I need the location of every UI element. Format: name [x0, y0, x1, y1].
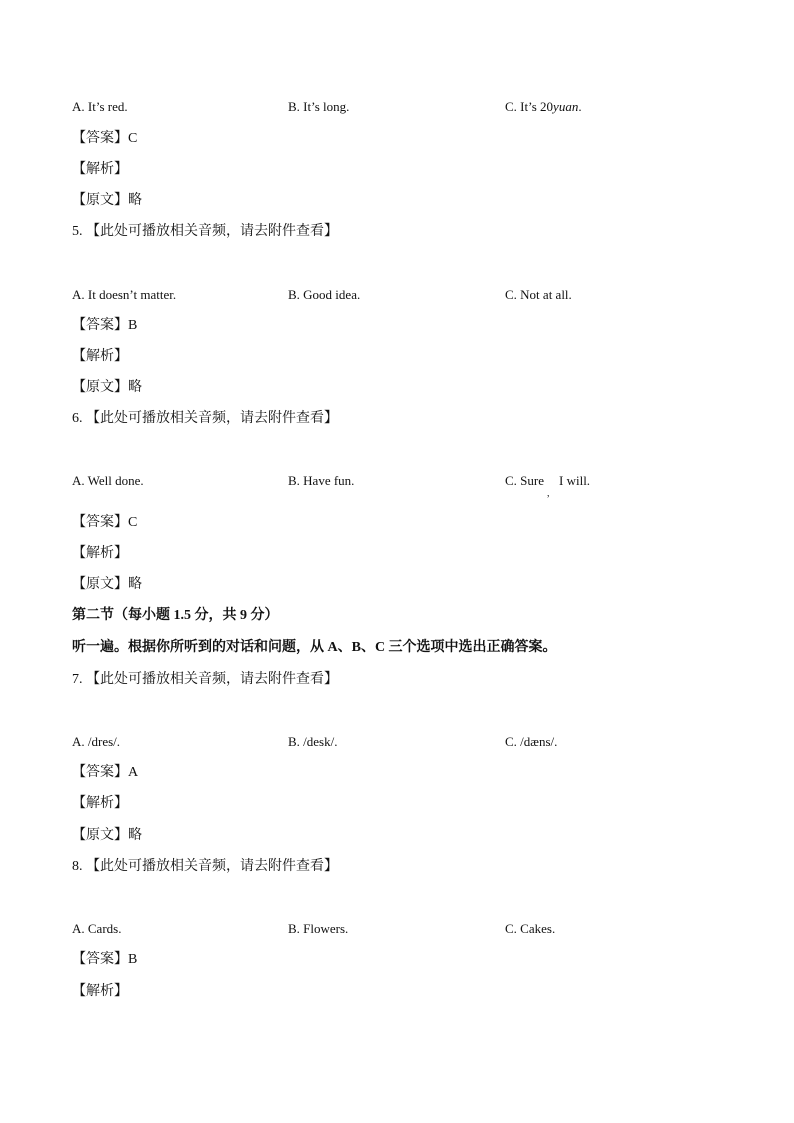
q7-answer: 【答案】A: [72, 765, 139, 780]
q4-analysis: 【解析】: [72, 162, 128, 177]
q6-option-b: B. Have fun.: [288, 473, 355, 488]
section2-instruction: 听一遍。根据你所听到的对话和问题，从 A、B、C 三个选项中选出正确答案。: [72, 640, 557, 655]
q5-answer: 【答案】B: [72, 318, 138, 333]
q6-prompt: 6. 【此处可播放相关音频，请去附件查看】: [72, 411, 338, 426]
q6-original: 【原文】略: [72, 577, 142, 592]
q8-option-b: B. Flowers.: [288, 921, 349, 936]
q4-option-a: A. It’s red.: [72, 99, 128, 114]
q4-option-c: [505, 98, 582, 116]
q8-option-a: A. Cards.: [72, 921, 122, 936]
q7-analysis: 【解析】: [72, 796, 128, 811]
q8-option-c: C. Cakes.: [505, 921, 556, 936]
q4-option-c-end: .: [578, 99, 582, 114]
q6-option-c-part1: C. Sure: [505, 473, 544, 488]
q5-analysis: 【解析】: [72, 349, 128, 364]
q6-answer: 【答案】C: [72, 515, 138, 530]
q5-option-b: B. Good idea.: [288, 287, 361, 302]
section2-title: 第二节（每小题 1.5 分，共 9 分）: [72, 608, 279, 623]
q7-option-a: A. /dres/.: [72, 734, 121, 749]
q6-stray-comma: ,: [547, 488, 550, 499]
q8-prompt: 8. 【此处可播放相关音频，请去附件查看】: [72, 859, 338, 874]
q5-original: 【原文】略: [72, 380, 142, 395]
q5-option-a: A. It doesn’t matter.: [72, 287, 177, 302]
q7-original: 【原文】略: [72, 828, 142, 843]
q6-option-c-part2: I will.: [559, 473, 591, 488]
q7-option-c: C. /dæns/.: [505, 734, 558, 749]
q7-prompt: 7. 【此处可播放相关音频，请去附件查看】: [72, 672, 338, 687]
q6-option-a: A. Well done.: [72, 473, 144, 488]
q8-analysis: 【解析】: [72, 984, 128, 999]
q5-option-c: C. Not at all.: [505, 287, 572, 302]
q4-answer: 【答案】C: [72, 131, 138, 146]
q7-option-b: B. /desk/.: [288, 734, 338, 749]
q8-answer: 【答案】B: [72, 952, 138, 967]
q4-option-c-unit: yuan: [553, 99, 579, 114]
q4-original: 【原文】略: [72, 193, 142, 208]
q4-option-c-text: C. It’s 20: [505, 99, 554, 114]
q6-analysis: 【解析】: [72, 546, 128, 561]
q5-prompt: 5. 【此处可播放相关音频，请去附件查看】: [72, 224, 338, 239]
q4-option-b: B. It’s long.: [288, 99, 350, 114]
